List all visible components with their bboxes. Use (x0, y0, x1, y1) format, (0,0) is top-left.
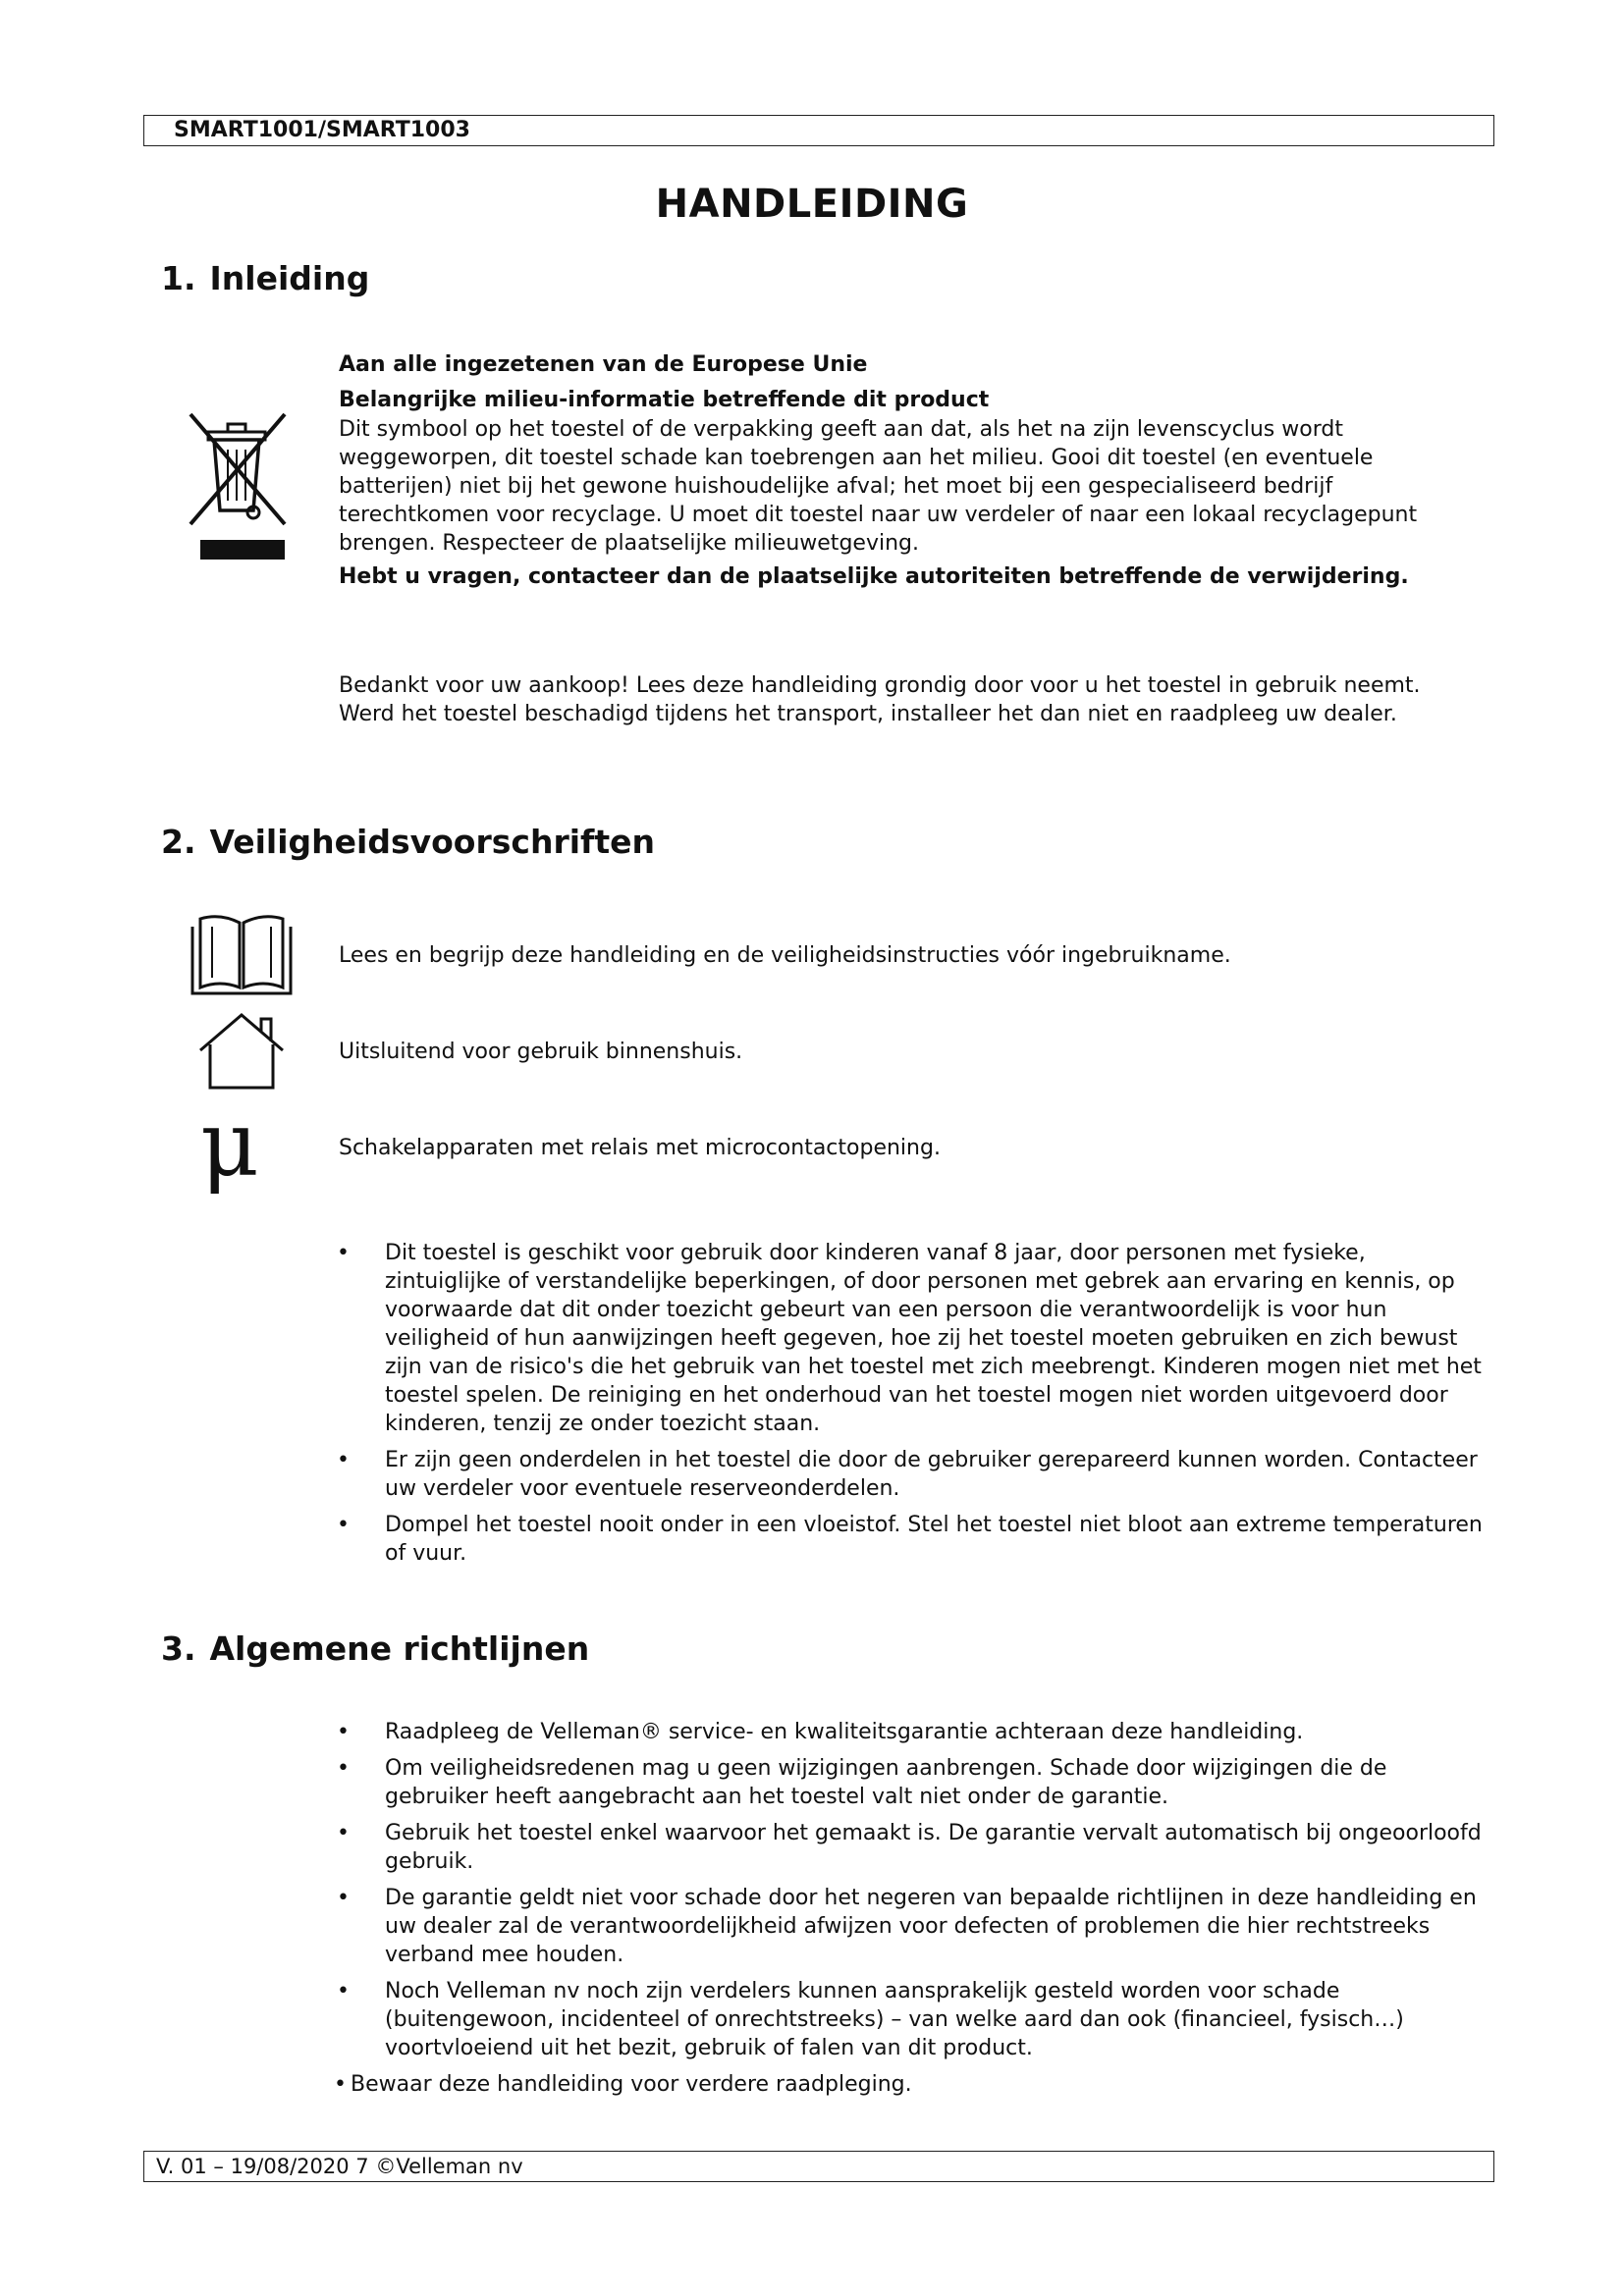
symbol-row-book (339, 941, 1478, 970)
bullet-icon: • (337, 1821, 350, 1845)
section-number: 1. (161, 259, 196, 297)
list-item: • Gebruik het toestel enkel waarvoor het gemaakt is. De garantie vervalt automatisch bij ongeoorloofd gebruik. (337, 1821, 1482, 1874)
bullet-icon: • (337, 1886, 350, 1910)
thanks-paragraph (339, 671, 1478, 728)
house-icon (194, 1011, 289, 1092)
section-2-heading (161, 823, 655, 861)
footer-text: V. 01 – 19/08/2020 7 ©Velleman nv (156, 2155, 523, 2178)
safety-bullet-list (334, 1239, 1483, 1575)
weee-body: Dit symbool op het toestel of de verpakking geeft aan dat, als het na zijn levenscyclus wordt weggeworpen, dit toestel schade kan toebrengen aan het milieu. Gooi dit toestel (en eventuele batterijen) niet bij het gewone huishoudelijke afval; het moet bij een gespecialiseerd bedrijf terechtkomen voor recyclage. U moet dit toestel naar uw verdeler of naar een lokaal recyclagepunt brengen. Respecteer de plaatselijke milieuwetgeving. (339, 417, 1418, 556)
section-title: Inleiding (209, 259, 370, 297)
symbol-row-mu (339, 1134, 1478, 1162)
list-item: • Dit toestel is geschikt voor gebruik door kinderen vanaf 8 jaar, door personen met fysieke, zintuiglijke of verstandelijke beperkingen, of door personen met gebrek aan ervaring en kennis, op voorwaarde dat dit onder toezicht gebeurt van een persoon die verantwoordelijk is voor hun veiligheid of hun aanwijzingen heeft gegeven, hoe zij het toestel moeten gebruiken en zich bewust zijn van de risico's die het gebruik van het toestel met zich meebrengt. Kinderen mogen niet met het toestel spelen. De reiniging en het onderhoud van het toestel mogen niet worden uitgevoerd door kinderen, tenzij ze onder toezicht staan. (337, 1241, 1482, 1436)
section-3-heading (161, 1629, 589, 1668)
guidelines-bullet-list (334, 1718, 1483, 2107)
bullet-icon: • (337, 1241, 350, 1265)
section-number: 2. (161, 823, 196, 861)
symbol-text-house: Uitsluitend voor gebruik binnenshuis. (339, 1040, 743, 1064)
bullet-icon: • (337, 1756, 350, 1781)
bullet-icon: • (337, 1979, 350, 2003)
section-title: Algemene richtlijnen (209, 1629, 590, 1668)
weee-notice (339, 350, 1478, 591)
weee-heading-eu: Aan alle ingezetenen van de Europese Unie (339, 352, 868, 377)
section-title: Veiligheidsvoorschriften (209, 823, 656, 861)
bullet-icon: • (337, 1448, 350, 1472)
document-title: HANDLEIDING (655, 182, 969, 227)
list-item: • Dompel het toestel nooit onder in een vloeistof. Stel het toestel niet bloot aan extreme temperaturen of vuur. (337, 1513, 1483, 1566)
page-header (143, 115, 1494, 146)
section-number: 3. (161, 1629, 196, 1668)
list-item: • Er zijn geen onderdelen in het toestel die door de gebruiker gerepareerd kunnen worden. Contacteer uw verdeler voor eventuele reserveonderdelen. (337, 1448, 1478, 1501)
list-item: • Om veiligheidsredenen mag u geen wijzigingen aanbrengen. Schade door wijzigingen die de gebruiker heeft aangebracht aan het toestel valt niet onder de garantie. (337, 1756, 1387, 1809)
mu-icon: μ (200, 1092, 259, 1197)
list-item: • Noch Velleman nv noch zijn verdelers kunnen aansprakelijk gesteld worden voor schade (buitengewoon, incidenteel of onrechtstreeks) – van welke aard dan ook (financieel, fysisch…) voortvloeiend uit het bezit, gebruik of falen van dit product. (337, 1979, 1404, 2060)
list-item: • Raadpleeg de Velleman® service- en kwaliteitsgarantie achteraan deze handleiding. (337, 1720, 1304, 1744)
book-icon (189, 913, 295, 997)
model-number: SMART1001/SMART1003 (174, 118, 470, 142)
symbol-text-mu: Schakelapparaten met relais met microcontactopening. (339, 1136, 941, 1160)
bullet-icon: • (334, 2072, 347, 2097)
list-item: • Bewaar deze handleiding voor verdere raadpleging. (334, 2072, 912, 2097)
weee-bin-icon (183, 410, 291, 563)
page-footer (143, 2151, 1494, 2182)
symbol-text-book: Lees en begrijp deze handleiding en de veiligheidsinstructies vóór ingebruikname. (339, 943, 1231, 968)
bullet-icon: • (337, 1513, 350, 1537)
symbol-row-house (339, 1038, 1478, 1066)
weee-heading-env: Belangrijke milieu-informatie betreffende dit product (339, 388, 990, 412)
list-item: • De garantie geldt niet voor schade door het negeren van bepaalde richtlijnen in deze handleiding en uw dealer zal de verantwoordelijkheid afwijzen voor defecten of problemen die hier rechtstreeks verband mee houden. (337, 1886, 1477, 1967)
section-1-heading (161, 259, 369, 297)
thanks-text: Bedankt voor uw aankoop! Lees deze handleiding grondig door voor u het toestel in gebruik neemt. Werd het toestel beschadigd tijdens het transport, installeer het dan niet en raadpleeg uw dealer. (339, 673, 1421, 726)
bullet-icon: • (337, 1720, 350, 1744)
weee-contact: Hebt u vragen, contacteer dan de plaatselijke autoriteiten betreffende de verwijdering. (339, 564, 1409, 589)
